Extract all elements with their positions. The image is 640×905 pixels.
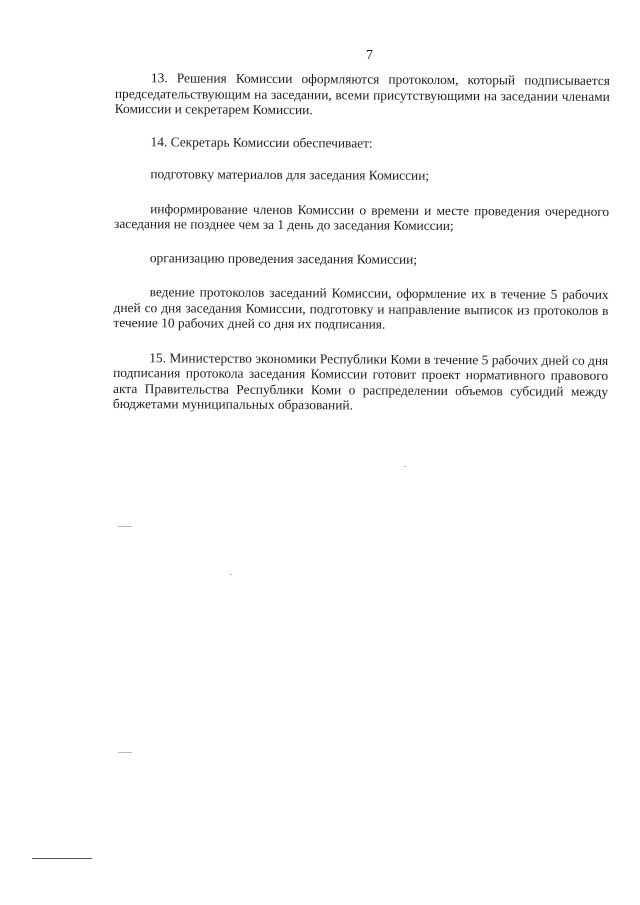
paragraph-15: 15. Министерство экономики Республики Коми в течение 5 рабочих дней со дня подписания протокола заседания Комиссии готовит проект нормативного правового акта Правительства Республики Коми о распределении объемов субсидий между бюджетами муниципальных образований.	[112, 349, 609, 413]
scan-speck	[118, 752, 132, 753]
paragraph-14: 14. Секретарь Комиссии обеспечивает:	[150, 133, 373, 151]
paragraph-13: 13. Решения Комиссии оформляются протоколом, который подписывается председательствующим на заседании, всеми присутствующими на заседании членами Комиссии и секретарем Комиссии.	[114, 70, 610, 118]
duty-item-organization: организацию проведения заседания Комиссии;	[149, 249, 418, 267]
scan-speck	[118, 526, 132, 527]
duty-item-protocols: ведение протоколов заседаний Комиссии, оформление их в течение 5 рабочих дней со дня заседания Комиссии, подготовку и направление выписок из протоколов в течение 10 рабочих дней со дня их подписания.	[113, 284, 609, 332]
scan-speck	[404, 466, 406, 467]
duty-item-informing: информирование членов Комиссии о времени и месте проведения очередного заседания не позднее чем за 1 день до заседания Комиссии;	[114, 200, 610, 234]
document-body	[113, 70, 610, 415]
scan-speck	[230, 574, 232, 575]
duty-item-materials: подготовку материалов для заседания Комиссии;	[150, 166, 430, 183]
scan-footer-line	[32, 858, 92, 859]
page-number: 7	[366, 48, 373, 63]
